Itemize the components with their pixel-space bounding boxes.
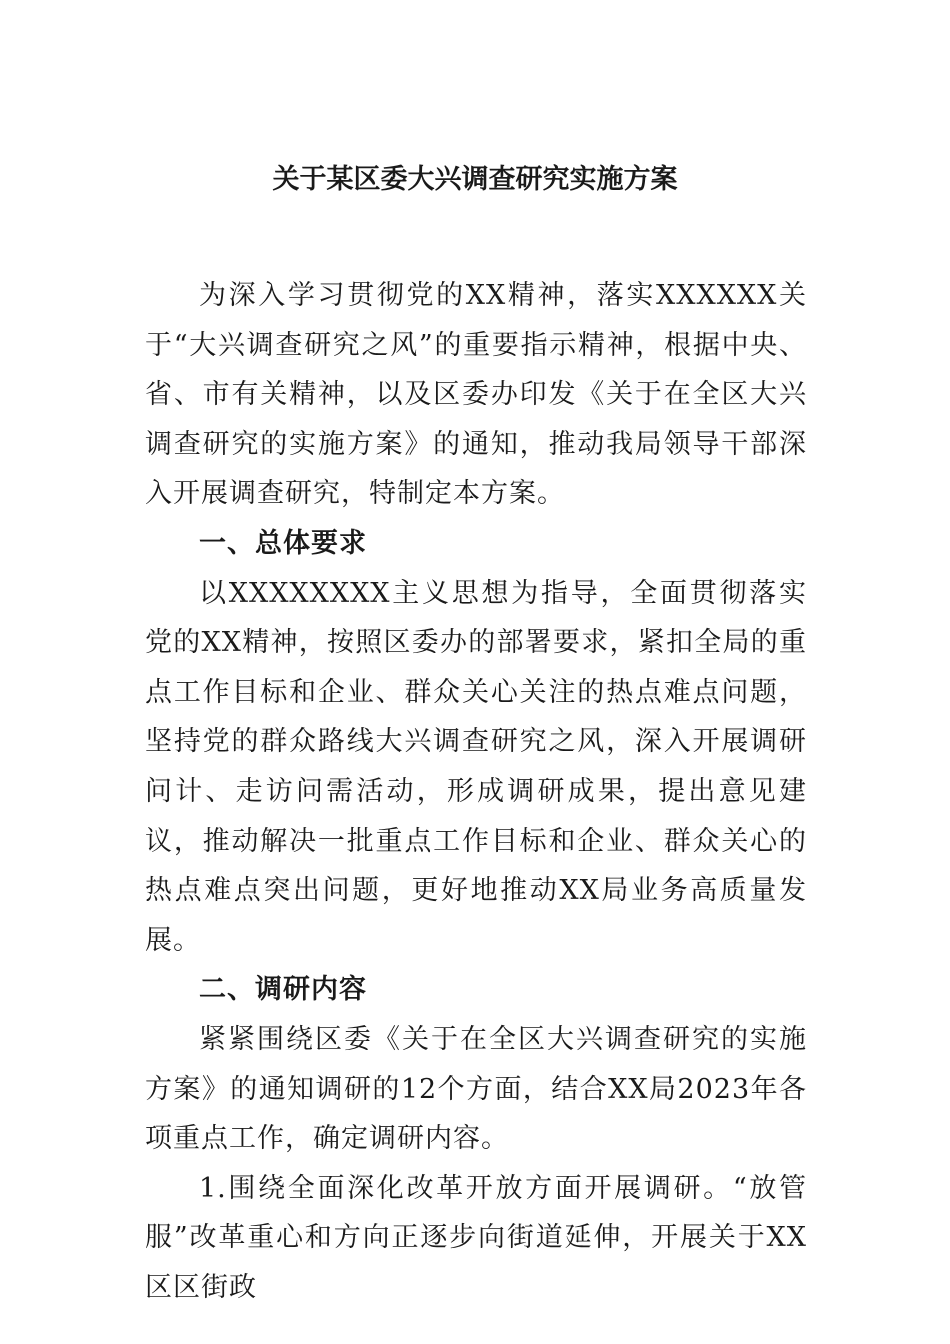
document-title: 关于某区委大兴调查研究实施方案 xyxy=(272,164,678,195)
intro-paragraph: 为深入学习贯彻党的XX精神，落实XXXXXX关于“大兴调查研究之风”的重要指示精神，根据中央、省、市有关精神，以及区委办印发《关于在全区大兴调查研究的实施方案》的通知，推动我局领导干部深入开展调查研究，特制定本方案。 xyxy=(145,280,807,510)
research-content-paragraph: 紧紧围绕区委《关于在全区大兴调查研究的实施方案》的通知调研的12个方面，结合XX局2023年各项重点工作，确定调研内容。 xyxy=(145,1023,807,1155)
section-heading-research-content: 二、调研内容 xyxy=(199,974,367,1006)
section-heading-general-requirements: 一、总体要求 xyxy=(199,527,367,559)
general-requirements-paragraph: 以XXXXXXXX主义思想为指导，全面贯彻落实党的XX精神，按照区委办的部署要求，紧扣全局的重点工作目标和企业、群众关心关注的热点难点问题，坚持党的群众路线大兴调查研究之风，深入开展调研问计、走访问需活动，形成调研成果，提出意见建议，推动解决一批重点工作目标和企业、群众关心的热点难点突出问题，更好地推动XX局业务高质量发展。 xyxy=(145,577,807,956)
document-body xyxy=(145,271,807,1312)
research-item-1-paragraph: 1.围绕全面深化改革开放方面开展调研。“放管服”改革重心和方向正逐步向街道延伸，开展关于XX区区街政 xyxy=(145,1172,807,1303)
